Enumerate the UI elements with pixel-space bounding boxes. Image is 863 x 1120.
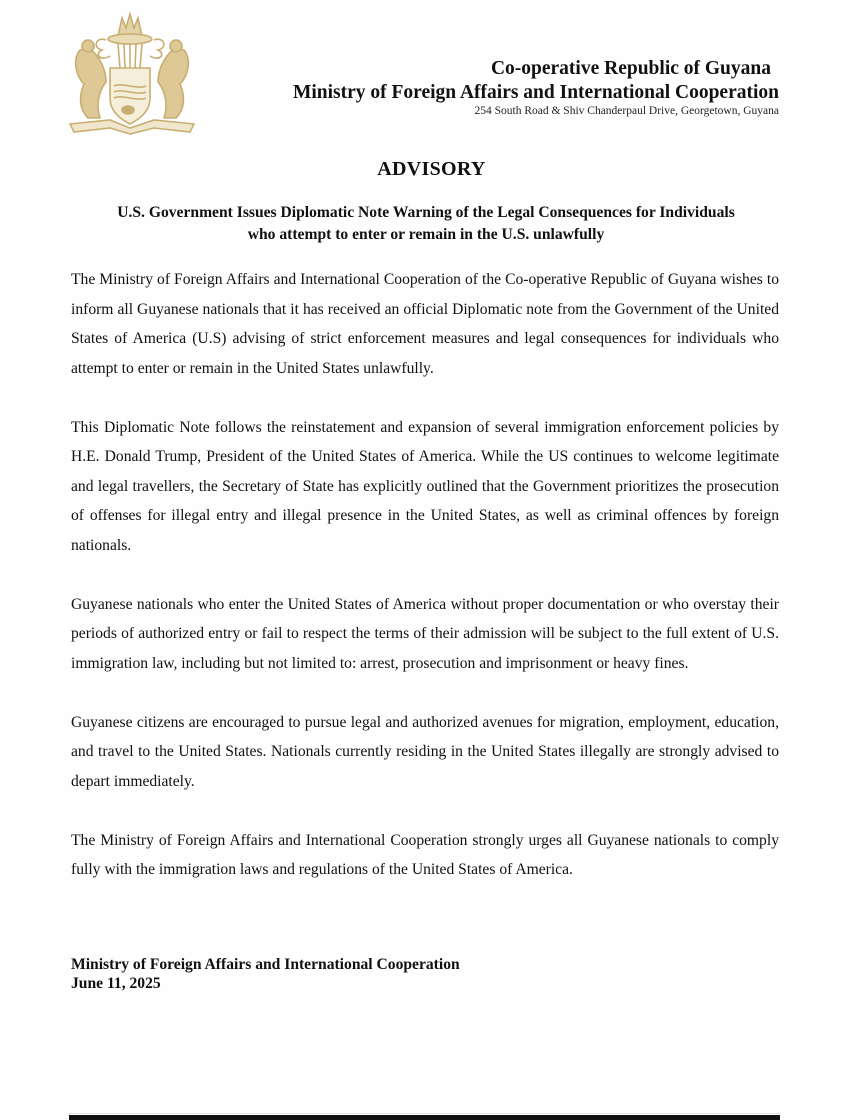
- document-subtitle: [72, 202, 780, 246]
- ministry-address: 254 South Road & Shiv Chanderpaul Drive, Georgetown, Guyana: [474, 105, 779, 117]
- subtitle-line-2: who attempt to enter or remain in the U.S. unlawfully: [247, 226, 605, 243]
- paragraph: Guyanese citizens are encouraged to pursue legal and authorized avenues for migration, employment, education, and travel to the United States. Nationals currently residing in the United States illegally are strongly advised to depart immediately.: [71, 713, 779, 790]
- document-heading: ADVISORY: [377, 158, 486, 180]
- signoff: [71, 955, 460, 993]
- subtitle-line-1: U.S. Government Issues Diplomatic Note Warning of the Legal Consequences for Individuals: [117, 204, 735, 221]
- signoff-date: June 11, 2025: [71, 975, 161, 992]
- paragraph: The Ministry of Foreign Affairs and International Cooperation of the Co-operative Republic of Guyana wishes to inform all Guyanese nationals that it has received an official Diplomatic note from the Government of the United States of America (U.S) advising of strict enforcement measures and legal consequences for individuals who attempt to enter or remain in the United States unlawfully.: [71, 271, 779, 377]
- footer-hairline: [69, 1113, 780, 1114]
- footer-rule: [69, 1115, 780, 1120]
- paragraph: This Diplomatic Note follows the reinstatement and expansion of several immigration enforcement policies by H.E. Donald Trump, President of the United States of America. While the US continues to welcome legitimate and legal travellers, the Secretary of State has explicitly outlined that the Government prioritizes the prosecution of offenses for illegal entry and illegal presence in the United States, as well as criminal offences by foreign nationals.: [71, 418, 779, 554]
- coat-of-arms-icon: [66, 6, 198, 136]
- paragraph: The Ministry of Foreign Affairs and International Cooperation strongly urges all Guyanese nationals to comply fully with the immigration laws and regulations of the United States of America.: [71, 831, 779, 878]
- country-name: Co-operative Republic of Guyana: [490, 58, 771, 79]
- letterhead: [293, 58, 779, 118]
- document-body: [71, 265, 779, 914]
- ministry-name: Ministry of Foreign Affairs and International Cooperation: [292, 82, 779, 103]
- paragraph: Guyanese nationals who enter the United States of America without proper documentation or who overstay their periods of authorized entry or fail to respect the terms of their admission will be subject to the full extent of U.S. immigration law, including but not limited to: arrest, prosecution and imprisonment or heavy fines.: [71, 595, 779, 672]
- signoff-organization: Ministry of Foreign Affairs and International Cooperation: [71, 956, 460, 973]
